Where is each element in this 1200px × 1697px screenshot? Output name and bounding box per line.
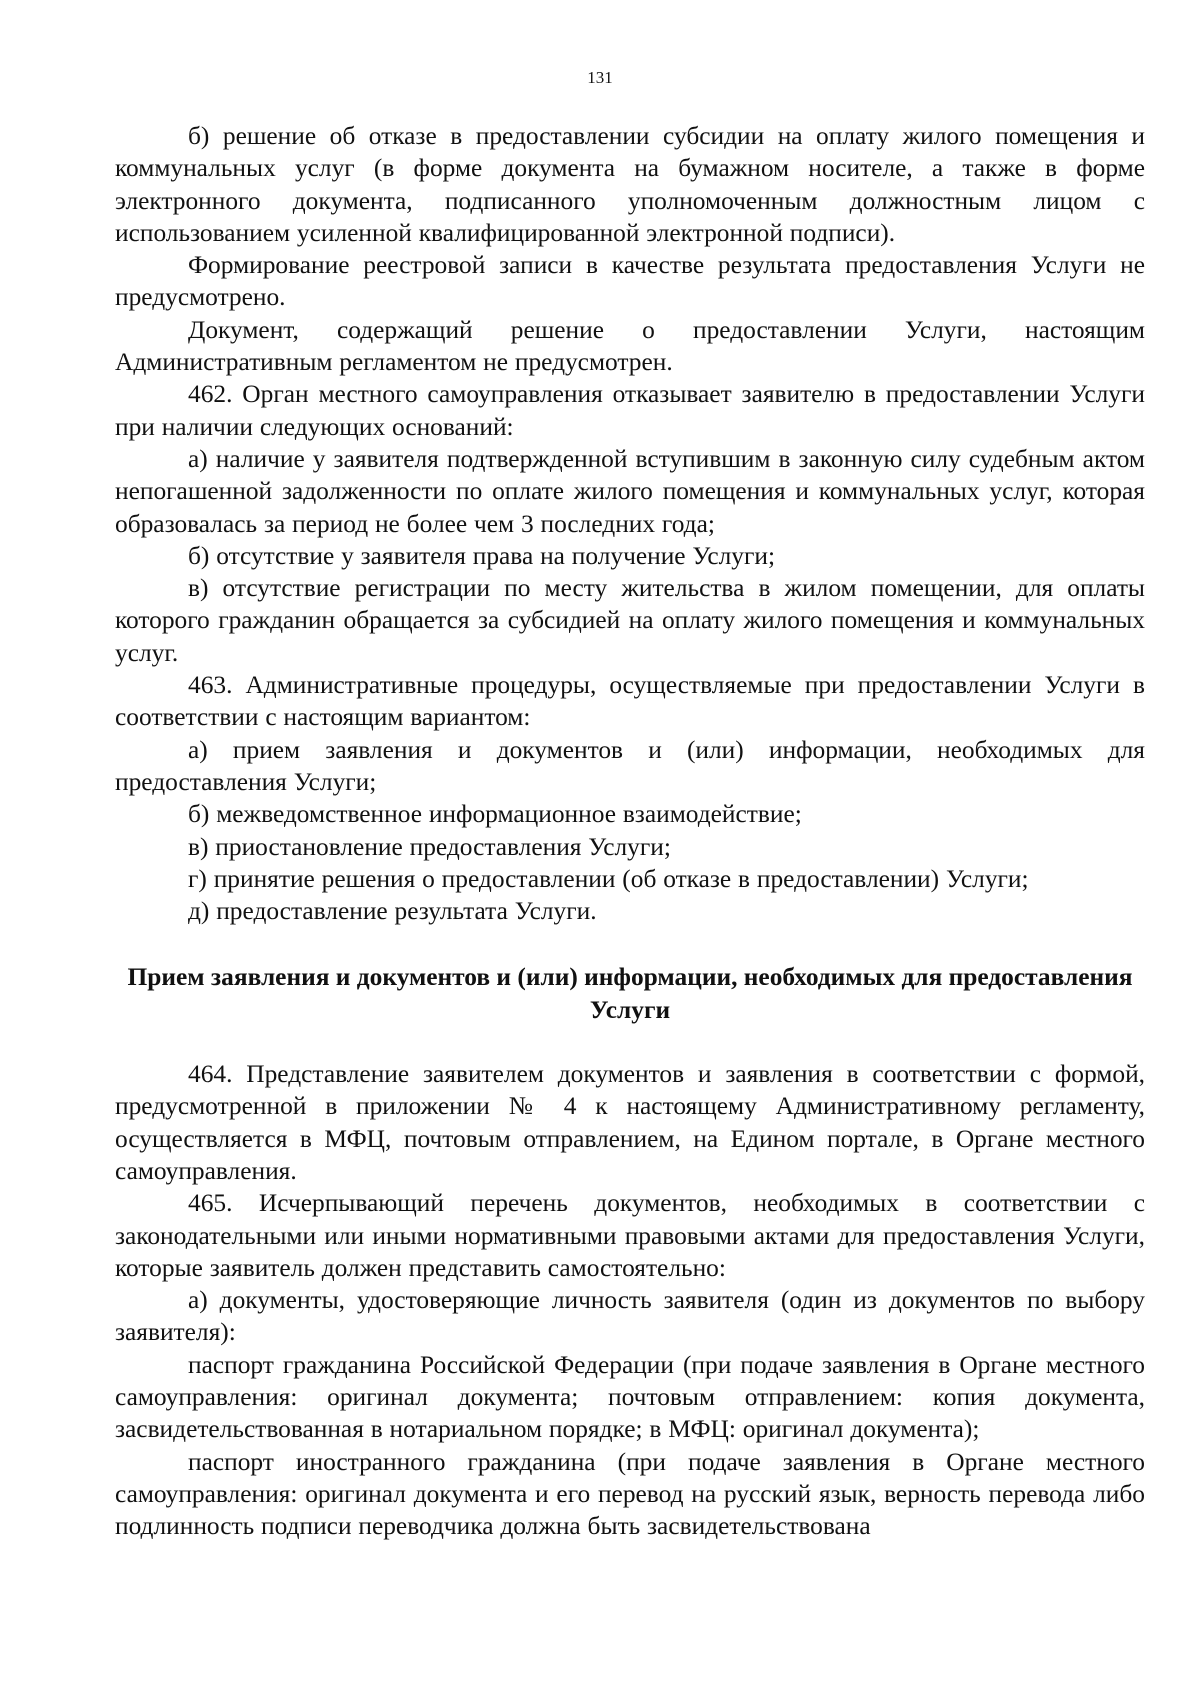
paragraph-465: 465. Исчерпывающий перечень документов, необходимых в соответствии с законодательными или иными нормативными правовыми актами для предоставления Услуги, которые заявитель должен представить самостоятельно: <box>115 1189 1145 1282</box>
paragraph-passport-foreign: паспорт иностранного гражданина (при подаче заявления в Органе местного самоуправления: оригинал документа и его перевод на русский язык, верность перевода либо подлинность подписи переводчика должна быть засвидетельствована <box>115 1447 1145 1541</box>
list-item-463-a: а) прием заявления и документов и (или) информации, необходимых для предоставления Услуги; <box>115 735 1145 796</box>
paragraph-decision-refusal: б) решение об отказе в предоставлении субсидии на оплату жилого помещения и коммунальных услуг (в форме документа на бумажном носителе, а также в форме электронного документа, подписанного уполномоченным должностным лицом с использованием усиленной квалифицированной электронной подписи). <box>115 122 1145 247</box>
list-item-463-d: д) предоставление результата Услуги. <box>188 897 597 926</box>
paragraph-registry-record: Формирование реестровой записи в качестве результата предоставления Услуги не предусмотрено. <box>115 251 1145 312</box>
paragraph-passport-rf: паспорт гражданина Российской Федерации (при подаче заявления в Органе местного самоуправления: оригинал документа; почтовым отправлением: копия документа, засвидетельствованная в нотариальном порядке; в МФЦ: оригинал документа); <box>115 1350 1145 1444</box>
list-item-462-b: б) отсутствие у заявителя права на получение Услуги; <box>188 541 776 570</box>
list-item-463-v: в) приостановление предоставления Услуги; <box>188 832 671 861</box>
list-item-463-b: б) межведомственное информационное взаимодействие; <box>188 800 802 829</box>
section-heading: Прием заявления и документов и (или) информации, необходимых для предоставления Услуги <box>127 963 1133 1024</box>
list-item-463-g: г) принятие решения о предоставлении (об отказе в предоставлении) Услуги; <box>188 864 1029 893</box>
list-item-462-a: а) наличие у заявителя подтвержденной вступившим в законную силу судебным актом непогашенной задолженности по оплате жилого помещения и коммунальных услуг, которая образовалась за период не более чем 3 последних года; <box>115 444 1145 538</box>
paragraph-462: 462. Орган местного самоуправления отказывает заявителю в предоставлении Услуги при наличии следующих оснований: <box>115 380 1145 441</box>
paragraph-463: 463. Административные процедуры, осуществляемые при предоставлении Услуги в соответствии с настоящим вариантом: <box>115 671 1145 732</box>
page-number: 131 <box>587 68 613 87</box>
paragraph-decision-document: Документ, содержащий решение о предоставлении Услуги, настоящим Административным регламентом не предусмотрен. <box>115 315 1145 377</box>
paragraph-464: 464. Представление заявителем документов и заявления в соответствии с формой, предусмотренной в приложении № 4 к настоящему Административному регламенту, осуществляется в МФЦ, почтовым отправлением, на Едином портале, в Органе местного самоуправления. <box>115 1060 1145 1185</box>
list-item-462-v: в) отсутствие регистрации по месту жительства в жилом помещении, для оплаты которого гражданин обращается за субсидией на оплату жилого помещения и коммунальных услуг. <box>115 574 1145 667</box>
document-body <box>115 120 1145 1542</box>
list-item-465-a: а) документы, удостоверяющие личность заявителя (один из документов по выбору заявителя): <box>115 1286 1145 1347</box>
